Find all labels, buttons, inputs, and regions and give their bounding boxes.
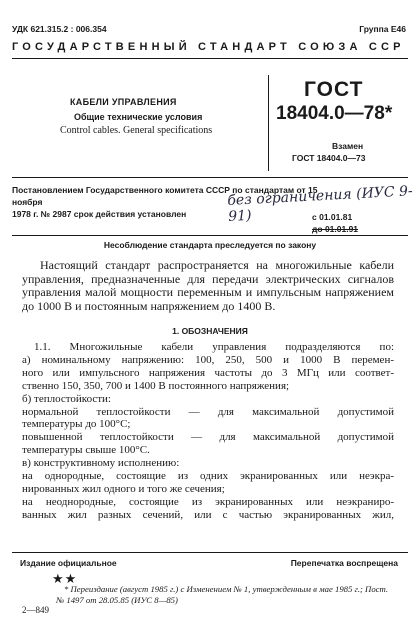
decree-line-2: 1978 г. № 2987 срок действия установлен: [12, 209, 187, 219]
body-line: нированных жил одного и того же сечения;: [22, 482, 225, 495]
section-heading: 1. ОБОЗНАЧЕНИЯ: [172, 326, 248, 336]
validity-end: до 01.01.91: [312, 224, 359, 234]
body-line: нормальной теплостойкости — для максимальной допустимой: [22, 405, 394, 418]
body-line: ственно 150, 350, 700 и 1400 В постоянного напряжения;: [22, 379, 290, 392]
gost-number: 18404.0—78*: [276, 103, 393, 124]
decree-line-1: Постановлением Государственного комитета СССР по стандартам от 15 ноября: [12, 185, 318, 207]
replaces-label: Взамен: [332, 141, 364, 151]
replaces-value: ГОСТ 18404.0—73: [292, 153, 366, 163]
footer-divider: [12, 552, 408, 553]
body-line: на неоднородные, состоящие из экранированных или неэкраниро-: [22, 495, 394, 508]
title-divider: [12, 177, 408, 178]
footnote: * Переиздание (август 1985 г.) с Изменением № 1, утвержденным в мае 1985 г.; Пост. № 1497 от 28.05.85 (ИУС 8—85): [56, 584, 389, 605]
body-line: в) конструктивному исполнению:: [22, 457, 180, 470]
reprint-notice: Перепечатка воспрещена: [290, 558, 398, 568]
top-divider: [12, 58, 408, 59]
body-line: на однородные, состоящие из одних экранированных или неэкра-: [22, 470, 394, 483]
standard-banner: ГОСУДАРСТВЕННЫЙ СТАНДАРТ СОЮЗА ССР: [12, 41, 405, 53]
stars-mark: ★★: [52, 571, 78, 586]
edition-label: Издание официальное: [20, 558, 117, 568]
document-title-english: Control cables. General specifications: [60, 125, 213, 136]
body-line: 1.1. Многожильные кабели управления подразделяются по:: [34, 341, 394, 353]
validity-start: с 01.01.81: [312, 212, 353, 222]
body-line: температуры свыше 100°С.: [22, 444, 150, 457]
document-title: КАБЕЛИ УПРАВЛЕНИЯ: [70, 97, 177, 107]
document-subtitle: Общие технические условия: [74, 112, 203, 122]
intro-paragraph: Настоящий стандарт распространяется на многожильные кабели управления, предназначенные для передачи электрических сигналов управления малой мощности переменным и импульсным напряжением до 1000 В и постоянным напряжением до 1400 В.: [22, 258, 394, 313]
handwritten-annotation: без ограничения (ИУС 9-91): [227, 183, 414, 225]
body-line: б) теплостойкости:: [22, 392, 111, 405]
title-separator: [268, 75, 269, 171]
body-line: ного или импульсного напряжения частоты до 3 МГц или соответ-: [22, 366, 394, 379]
udk-code: УДК 621.315.2 : 006.354: [12, 24, 107, 34]
body-line: температуры до 100°С;: [22, 418, 131, 431]
gost-label: ГОСТ: [304, 78, 364, 101]
body-line: повышенной теплостойкости — для максимальной допустимой: [22, 431, 394, 444]
body-line: ванных жил разных сечений, или с частью экранированных жил,: [22, 508, 394, 521]
page-code: 2—849: [22, 605, 49, 615]
section-body: [22, 341, 394, 522]
decree-divider: [12, 235, 408, 236]
group-code: Группа Е46: [359, 24, 406, 34]
body-line: а) номинальному напряжению: 100, 250, 500 и 1000 В перемен-: [22, 353, 394, 366]
violation-notice: Несоблюдение стандарта преследуется по закону: [103, 240, 317, 250]
